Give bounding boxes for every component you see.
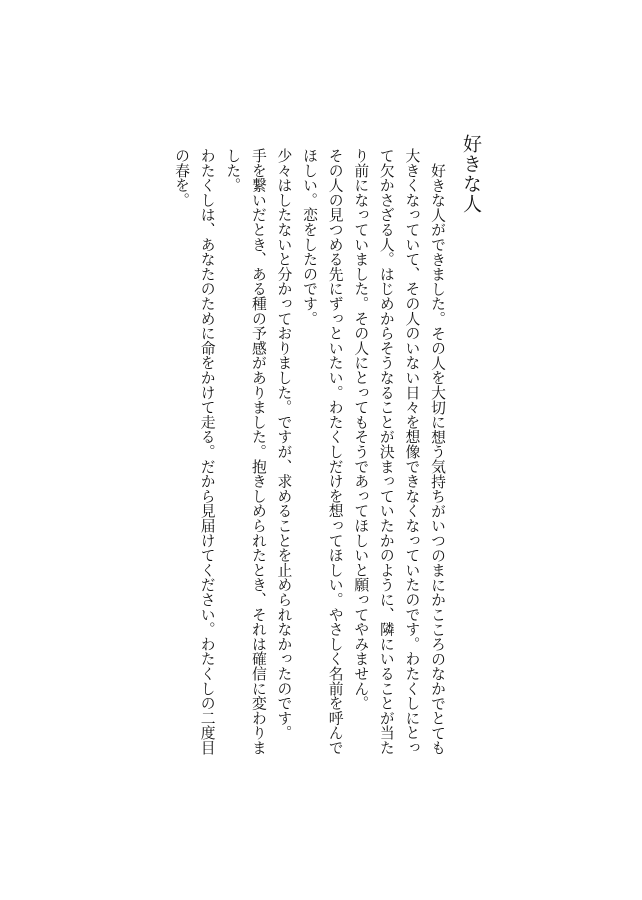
paragraph: わたくしは、あなたのために命をかけて走る。だから見届けてください。わたくしの二度目の春を。: [173, 148, 216, 755]
paragraph: 好きな人ができました。その人を大切に想う気持ちがいつのまにかこころのなかでとても大きくなっていて、その人のいない日々を想像できなくなっていたのです。わたくしにとって欠かさざる人。はじめからそうなることが決まっていたかのように、隣にいることが当たり前になっていました。その人にとってもそうであってほしいと願ってやみません。: [352, 148, 446, 755]
document-title: 好きな人: [460, 134, 482, 214]
document-body: [168, 148, 450, 768]
paragraph: 少々はしたないと分かっておりました。ですが、求めることを止められなかったのです。: [275, 148, 293, 740]
paragraph: 手を繋いだとき、ある種の予感がありました。抱きしめられたとき、それは確信に変わりました。: [224, 148, 267, 755]
paragraph: その人の見つめる先にずっといたい。わたくしだけを想ってほしい。やさしく名前を呼んでほしい。恋をしたのです。: [301, 148, 344, 755]
